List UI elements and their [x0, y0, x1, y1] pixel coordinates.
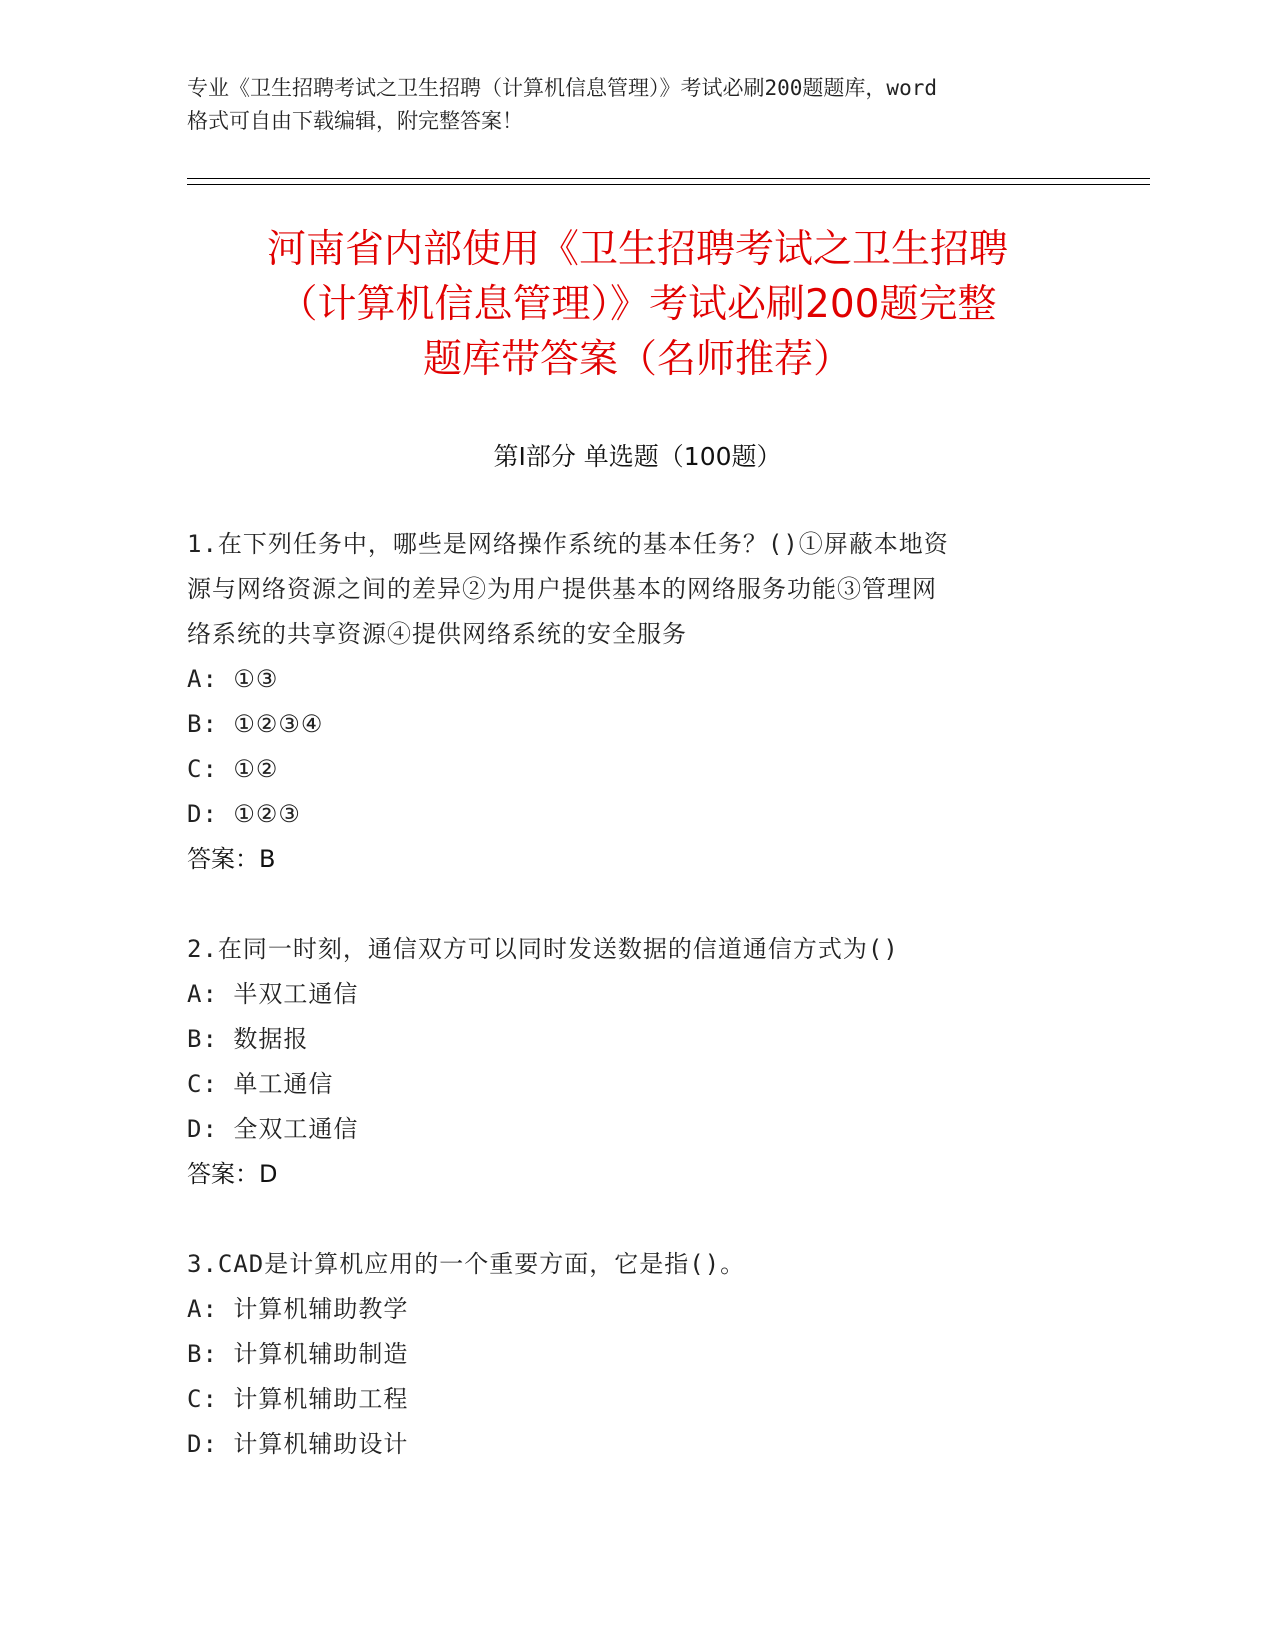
option-c: C: 单工通信: [187, 1070, 334, 1098]
question-1: [187, 522, 1067, 882]
header-rule-top: [187, 178, 1150, 179]
question-3: [187, 1242, 1067, 1467]
stem-line: 源与网络资源之间的差异②为用户提供基本的网络服务功能③管理网: [187, 575, 937, 603]
header-rule-bottom: [187, 184, 1150, 185]
option-c: C: ①②: [187, 755, 279, 783]
question-stem: [187, 522, 1067, 657]
intro-text: [187, 72, 1087, 138]
option-b: B: 数据报: [187, 1025, 309, 1053]
option-d: D: 计算机辅助设计: [187, 1430, 409, 1458]
question-2: [187, 927, 1067, 1197]
answer: 答案：D: [187, 1160, 278, 1188]
title-line-1: 河南省内部使用《卫生招聘考试之卫生招聘: [266, 227, 1008, 272]
option-a: A: 计算机辅助教学: [187, 1295, 409, 1323]
option-d: D: 全双工通信: [187, 1115, 359, 1143]
section-title: 第Ⅰ部分 单选题（100题）: [493, 442, 782, 471]
option-c: C: 计算机辅助工程: [187, 1385, 409, 1413]
title-line-2: （计算机信息管理）》考试必刷200题完整: [278, 282, 997, 327]
option-b: B: 计算机辅助制造: [187, 1340, 409, 1368]
question-list: [187, 522, 1067, 1512]
document-title: [170, 222, 1105, 387]
option-b: B: ①②③④: [187, 710, 324, 738]
option-d: D: ①②③: [187, 800, 301, 828]
stem-line: 络系统的共享资源④提供网络系统的安全服务: [187, 620, 687, 648]
stem-line: 1.在下列任务中，哪些是网络操作系统的基本任务？()①屏蔽本地资: [187, 530, 949, 558]
question-stem: [187, 1242, 1067, 1287]
question-stem: [187, 927, 1067, 972]
option-a: A: 半双工通信: [187, 980, 359, 1008]
title-line-3: 题库带答案（名师推荐）: [422, 337, 852, 382]
stem-line: 3.CAD是计算机应用的一个重要方面，它是指()。: [187, 1250, 746, 1278]
intro-line-2: 格式可自由下载编辑，附完整答案！: [187, 109, 523, 133]
intro-line-1: 专业《卫生招聘考试之卫生招聘（计算机信息管理）》考试必刷200题题库，word: [187, 76, 937, 100]
answer: 答案：B: [187, 845, 276, 873]
option-a: A: ①③: [187, 665, 279, 693]
stem-line: 2.在同一时刻，通信双方可以同时发送数据的信道通信方式为(): [187, 935, 899, 963]
